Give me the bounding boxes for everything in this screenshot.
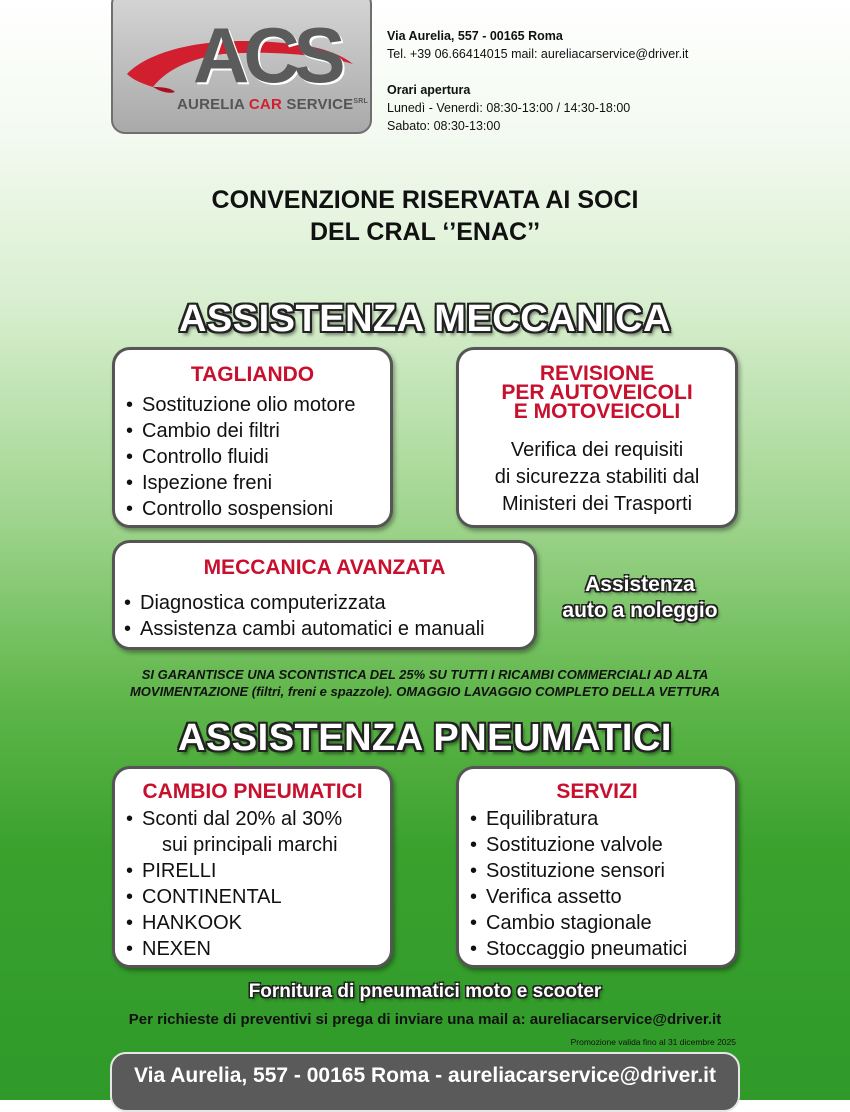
tyres-title: ASSISTENZA PNEUMATICI (178, 717, 672, 759)
list-item: • Controllo sospensioni (126, 496, 355, 522)
avanzata-box (112, 540, 537, 650)
list-item-continuation: sui principali marchi (162, 834, 338, 856)
list-item: • Stoccaggio pneumatici (470, 936, 687, 962)
hours-saturday: Sabato: 08:30-13:00 (387, 119, 501, 133)
cambio-title: CAMBIO PNEUMATICI (142, 780, 363, 803)
list-item: • Diagnostica computerizzata (124, 590, 485, 616)
list-item: • Cambio dei filtri (126, 418, 355, 444)
cambio-list (126, 806, 342, 962)
list-item: • Verifica assetto (470, 884, 687, 910)
tagliando-list (126, 392, 355, 522)
logo-subtitle: AURELIA CAR $SERVICE^{SRL}$ (177, 96, 368, 113)
list-item: • Sostituzione sensori (470, 858, 687, 884)
revisione-box (456, 347, 738, 528)
header-address: Via Aurelia, 557 - 00165 Roma (387, 29, 563, 43)
promo-line-1: SI GARANTISCE UNA SCONTISTICA DEL 25% SU TUTTI I RICAMBI COMMERCIALI AD ALTA (141, 667, 709, 682)
servizi-title: SERVIZI (556, 780, 638, 803)
list-item: • Controllo fluidi (126, 444, 355, 470)
list-item: • Cambio stagionale (470, 910, 687, 936)
list-item: • CONTINENTAL (126, 884, 342, 910)
list-item: • Assistenza cambi automatici e manuali (124, 616, 485, 642)
mechanical-title: ASSISTENZA MECCANICA (178, 298, 672, 340)
list-item: • NEXEN (126, 936, 342, 962)
convention-line-2: DEL CRAL ‘’ENAC’’ (309, 218, 541, 246)
cambio-box (112, 766, 393, 968)
avanzata-list (124, 590, 485, 642)
validity-note: Promozione valida fino al 31 dicembre 2025 (570, 1037, 736, 1047)
tagliando-title: TAGLIANDO (190, 363, 315, 386)
avanzata-title: MECCANICA AVANZATA (203, 556, 446, 579)
footer-text: Via Aurelia, 557 - 00165 Roma - aureliacarservice@driver.it (134, 1064, 716, 1087)
moto-note: Fornitura di pneumatici moto e scooter (248, 981, 602, 1002)
list-item: • Sconti dal 20% al 30% (126, 806, 342, 832)
convention-line-1: CONVENZIONE RISERVATA AI SOCI (211, 186, 639, 214)
request-note: Per richieste di preventivi si prega di inviare una mail a: aureliacarservice@driver.it (128, 1011, 722, 1028)
promo-line-2: MOVIMENTAZIONE (filtri, freni e spazzole). OMAGGIO LAVAGGIO COMPLETO DELLA VETTURA (129, 684, 721, 699)
tagliando-box (112, 347, 393, 528)
list-item: • PIRELLI (126, 858, 342, 884)
logo-mark: ACS (193, 11, 340, 99)
list-item: • Equilibratura (470, 806, 687, 832)
list-item: • Ispezione freni (126, 470, 355, 496)
hours-title: Orari apertura (387, 83, 471, 97)
header-info (387, 27, 688, 135)
header-contacts: Tel. +39 06.66414015 mail: aureliacarservice@driver.it (387, 47, 689, 61)
list-item: • HANKOOK (126, 910, 342, 936)
list-item: • Sostituzione valvole (470, 832, 687, 858)
servizi-list (470, 806, 687, 962)
revisione-text: Verifica dei requisiti di sicurezza stabiliti dal Ministeri dei Trasporti (494, 439, 700, 515)
servizi-box (456, 766, 738, 968)
rental-note: Assistenza auto a noleggio (562, 573, 718, 622)
list-item: • Sostituzione olio motore (126, 392, 355, 418)
company-logo (111, 0, 372, 134)
hours-weekdays: Lunedì - Venerdì: 08:30-13:00 / 14:30-18:00 (387, 101, 631, 115)
revisione-title: REVISIONE PER AUTOVEICOLI E MOTOVEICOLI (501, 362, 693, 423)
